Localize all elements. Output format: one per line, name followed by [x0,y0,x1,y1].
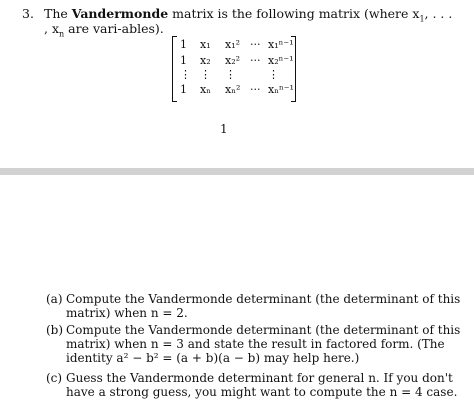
problem-text: The Vandermonde matrix is the following matrix (where $x_1$, . . . , $x_n$ are vari-ables). [44,6,453,39]
page-bottom [0,175,474,407]
problem-number: 3. [22,6,34,21]
matrix-left-bracket [172,36,177,102]
page-separator [0,168,474,175]
part-text: Compute the Vandermonde determinant (the determinant of this matrix) when n = 3 and state the result in factored form. (The identity a² − b² = (a + b)(a − b) may help here.) [66,323,461,365]
matrix-row: 1 x₂ x₂² ··· x₂ⁿ⁻¹ [180,54,294,67]
vandermonde-term: Vandermonde [71,6,169,21]
vandermonde-matrix [172,36,296,100]
part-label: (b) [46,323,64,337]
part-text: Guess the Vandermonde determinant for general n. If you don't have a strong guess, you might want to compute the n = 4 case. [66,371,458,399]
matrix-row: 1 xₙ xₙ² ··· xₙⁿ⁻¹ [180,83,294,96]
part-text: Compute the Vandermonde determinant (the determinant of this matrix) when n = 2. [66,292,461,320]
page-number: 1 [220,122,228,136]
matrix-row: 1 x₁ x₁² ··· x₁ⁿ⁻¹ [180,38,294,51]
page-top [0,0,474,168]
matrix-row: ⋮ ⋮ ⋮ ⋮ [180,68,279,81]
part-label: (c) [46,371,63,385]
part-label: (a) [46,292,63,306]
